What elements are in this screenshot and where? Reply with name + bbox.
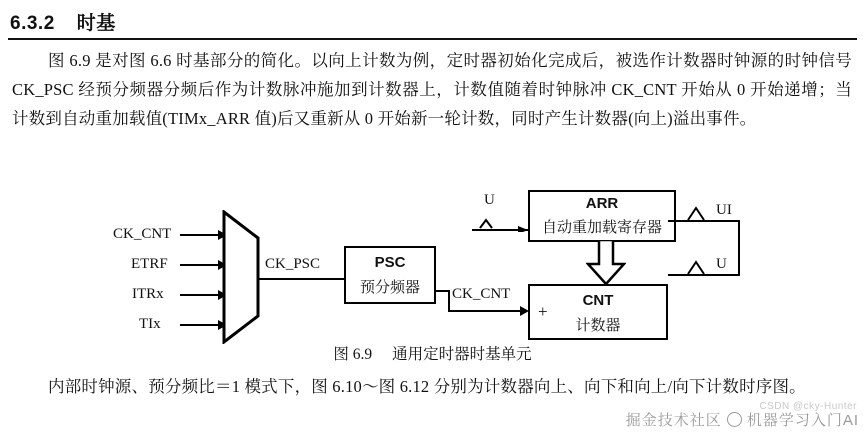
input-label-etrf: ETRF (131, 256, 168, 272)
cnt-block-subtitle: 计数器 (575, 317, 621, 334)
label-ck-cnt-2: CK_CNT (452, 286, 511, 302)
psc-block-title: PSC (374, 254, 406, 271)
paragraph-second: 内部时钟源、预分频比＝1 模式下，图 6.10～图 6.12 分别为计数器向上、向下和向上/向下计数时序图。 (48, 377, 806, 396)
input-line-3 (180, 294, 222, 296)
figure-caption-number: 图 6.9 (333, 346, 373, 363)
mux-output-line (258, 278, 344, 280)
figure-caption (0, 342, 865, 364)
section-number: 6.3.2 (10, 13, 55, 34)
psc-block (344, 246, 436, 304)
arr-block-title: ARR (585, 195, 619, 212)
ui-output-vline (738, 220, 740, 276)
section-heading (10, 8, 116, 35)
arr-input-connector (470, 206, 532, 232)
cnt-plus-sign: + (538, 302, 548, 321)
label-u-input: U (484, 192, 495, 208)
watermark-brand: 掘金技术社区 (625, 412, 722, 429)
label-ck-psc: CK_PSC (265, 256, 321, 272)
input-line-1 (180, 234, 222, 236)
ui-squiggle-icon (686, 204, 712, 222)
psc-block-subtitle: 预分频器 (359, 279, 420, 296)
psc-out-seg3 (448, 310, 524, 312)
cnt-block (528, 284, 668, 340)
watermark-author: 机器学习入门AI (746, 412, 859, 429)
arr-block (528, 190, 676, 242)
u-squiggle-icon (686, 258, 712, 276)
watermark-text (626, 409, 859, 430)
section-title-text: 时基 (76, 13, 116, 34)
heading-divider (8, 38, 857, 40)
watermark-csdn: CSDN @cky-Hunter (759, 401, 857, 412)
watermark-dot-icon (727, 412, 742, 427)
arr-block-subtitle: 自动重加载寄存器 (541, 219, 662, 236)
input-label-ck-cnt: CK_CNT (113, 226, 172, 242)
input-label-tix: TIx (139, 316, 161, 332)
paragraph-first: 图 6.9 是对图 6.6 时基部分的简化。以向上计数为例，定时器初始化完成后，被选作计数器时钟源的时钟信号 CK_PSC 经预分频器分频后作为计数脉冲施加到计数器上，计数值随着时钟脉冲 CK_CNT 开始从 0 开始递增；当计数到自动重加载值(TIMx_ARR 值)后又重新从 0 开始新一轮计数，同时产生计数器(向上)溢出事件。 (12, 51, 852, 128)
figure-timebase-unit (0, 178, 865, 343)
label-ui: UI (716, 202, 732, 218)
multiplexer-shape (222, 210, 260, 344)
arr-to-cnt-arrow (586, 240, 626, 286)
input-line-2 (180, 264, 222, 266)
input-line-4 (180, 324, 222, 326)
cnt-block-title: CNT (582, 292, 614, 309)
figure-caption-text: 通用定时器时基单元 (392, 346, 532, 363)
label-u-output: U (716, 256, 727, 272)
input-label-itrx: ITRx (132, 286, 164, 302)
psc-out-seg2 (448, 290, 450, 312)
